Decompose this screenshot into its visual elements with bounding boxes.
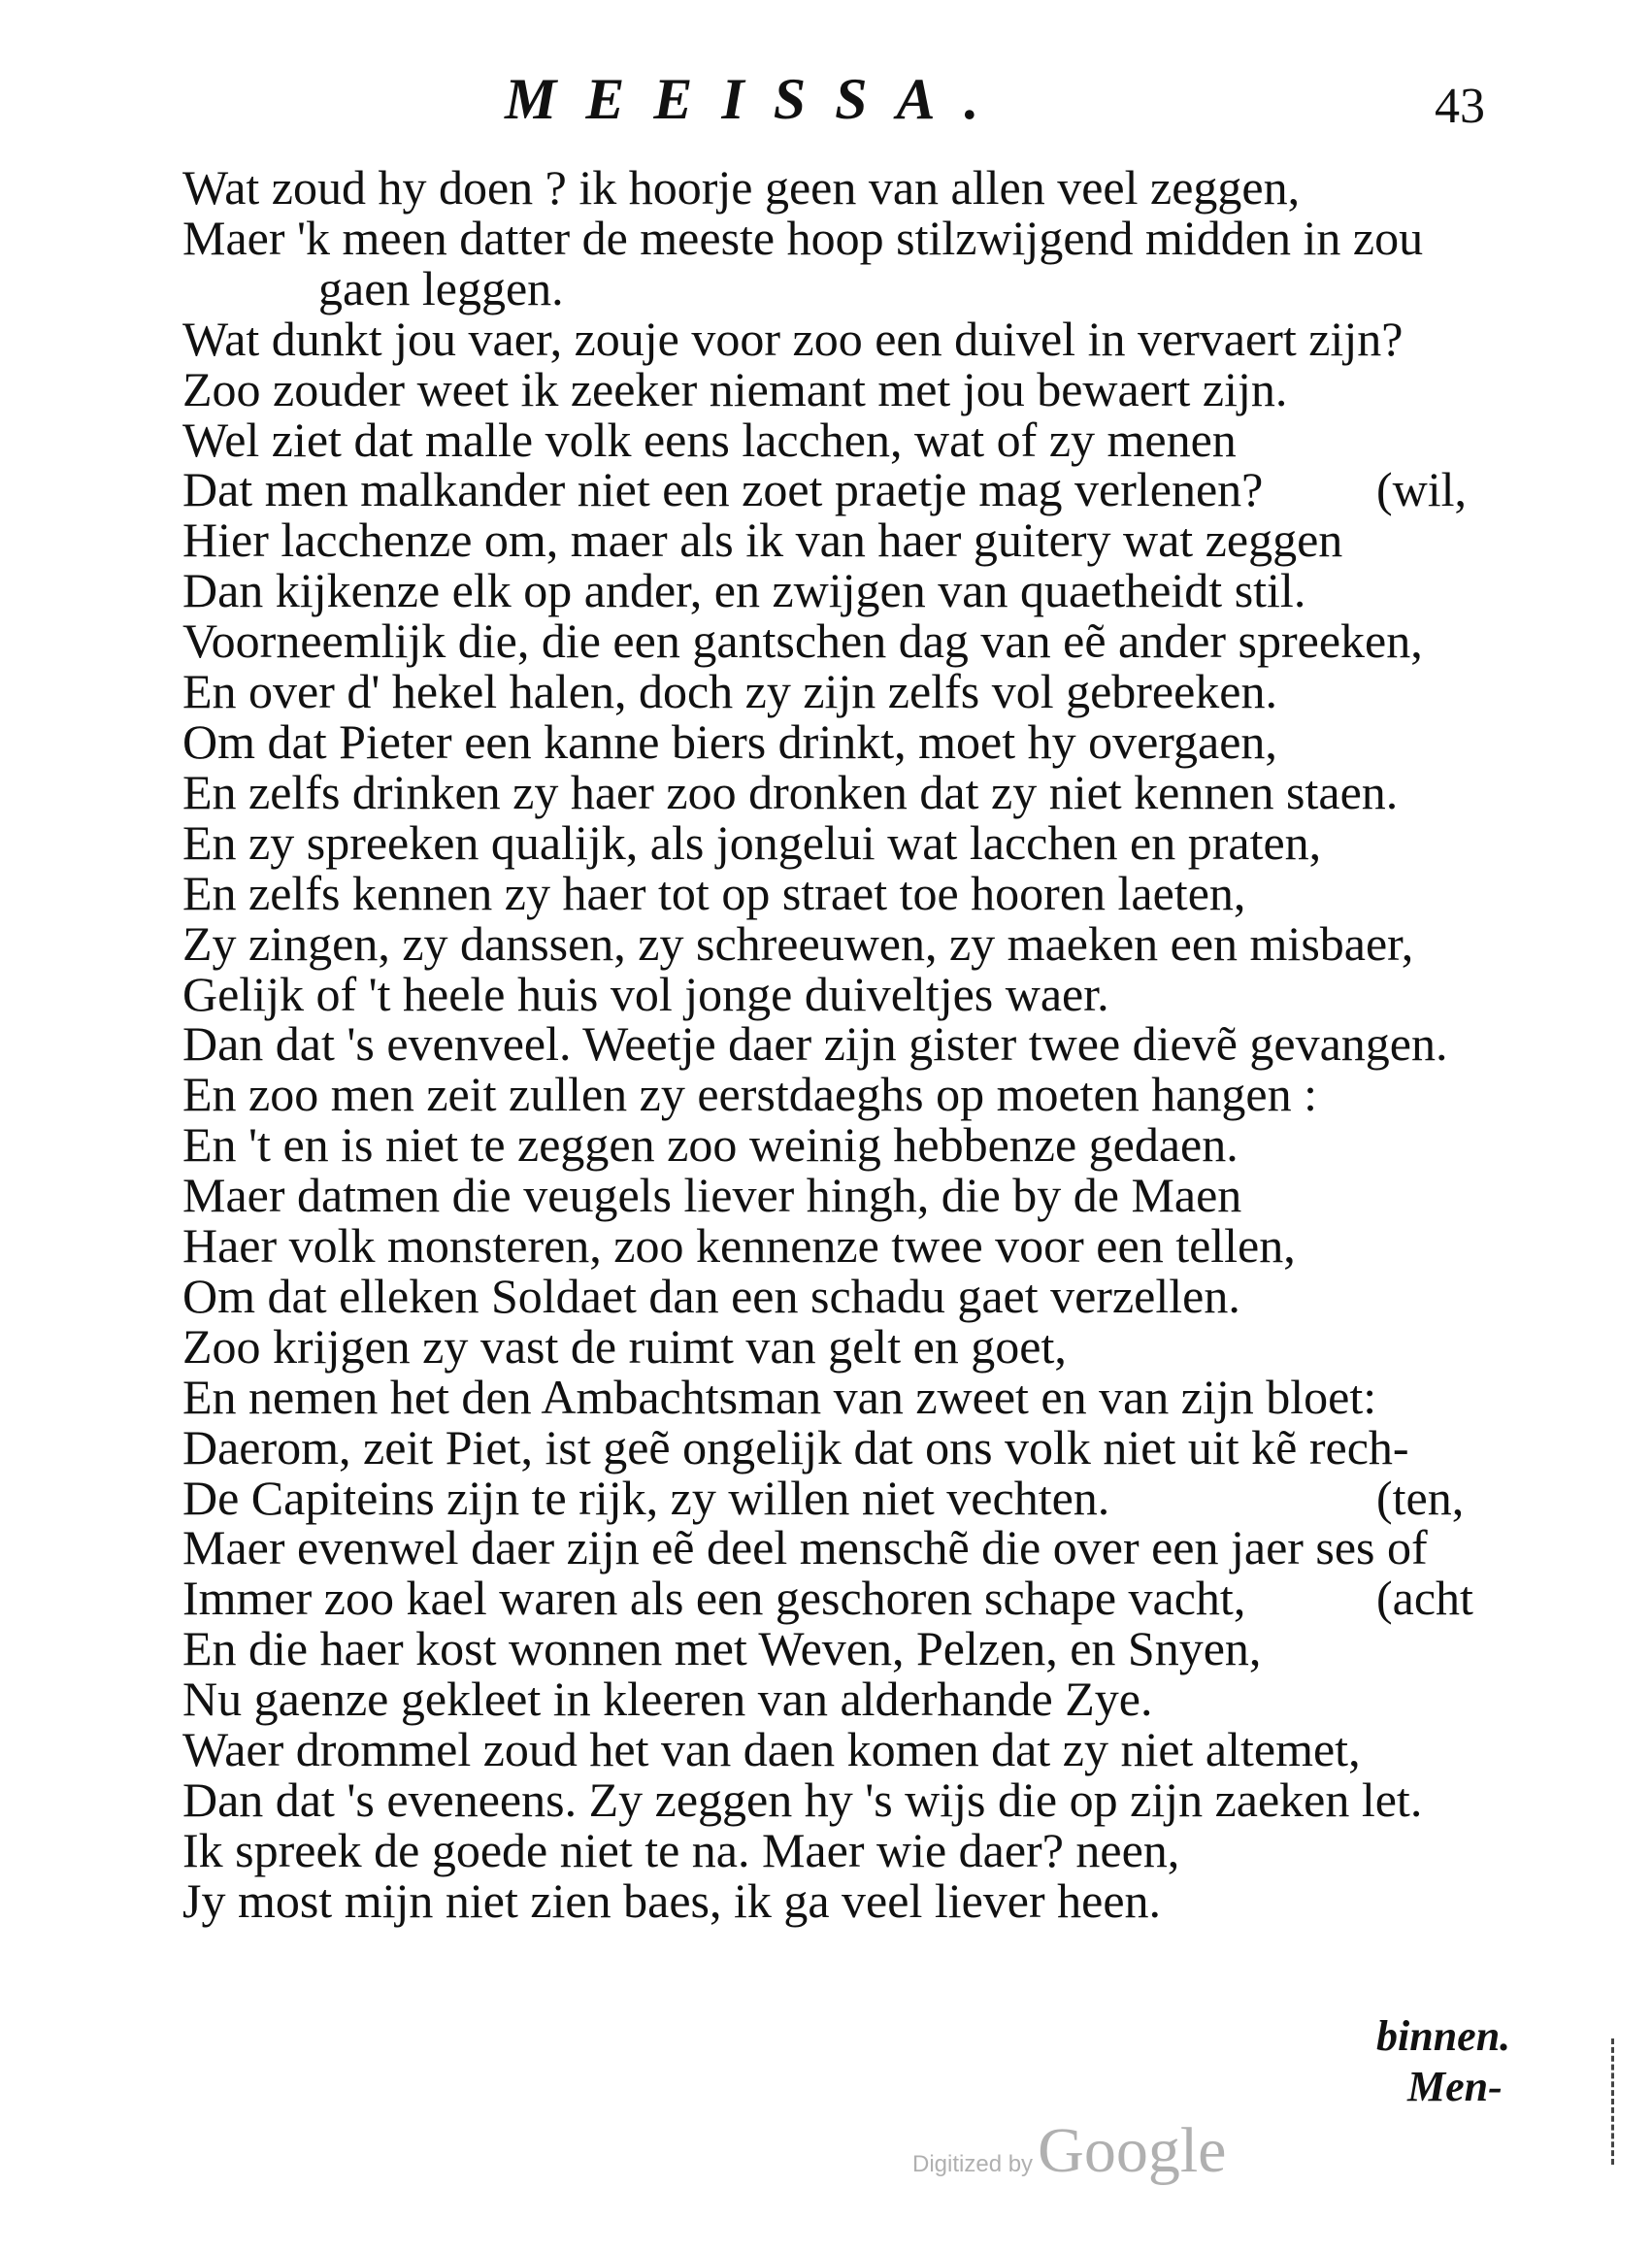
verse-line xyxy=(182,160,1561,215)
verse-line-text: En zy spreeken qualijk, als jongelui wat lacchen en praten, xyxy=(182,814,1322,870)
verse-line xyxy=(182,764,1561,819)
verse-line xyxy=(182,1218,1561,1274)
verse-line xyxy=(182,1722,1561,1777)
verse-line-text: De Capiteins zijn te rijk, zy willen niet vechten. xyxy=(182,1470,1110,1525)
digitization-watermark xyxy=(912,2114,1226,2188)
verse-line-text: Voorneemlijk die, die een gantschen dag van eẽ ander spreeken, xyxy=(182,613,1423,669)
stage-direction: binnen. xyxy=(1376,2012,1511,2060)
verse-line-text: Zoo krijgen zy vast de ruimt van gelt en goet, xyxy=(182,1318,1067,1374)
verse-line xyxy=(182,1872,1561,1928)
verse-line-text: Dan kijkenze elk op ander, en zwijgen van quaetheidt stil. xyxy=(182,563,1306,618)
catchword: Men- xyxy=(1407,2063,1503,2110)
verse-line-text: En zelfs kennen zy haer tot op straet toe hooren laeten, xyxy=(182,865,1246,920)
verse-line xyxy=(182,361,1561,416)
verse-line-text: Maer evenwel daer zijn eẽ deel menschẽ die over een jaer ses of xyxy=(182,1520,1428,1575)
verse-line-text: Zy zingen, zy danssen, zy schreeuwen, zy maeken een misbaer, xyxy=(182,915,1414,971)
verse-line xyxy=(182,1117,1561,1173)
verse-line-text: Haer volk monsteren, zoo kennenze twee voor een tellen, xyxy=(182,1218,1296,1274)
verse-line xyxy=(182,1822,1561,1877)
verse-line xyxy=(182,210,1561,265)
page-number: 43 xyxy=(1435,79,1485,134)
verse-line-text: Dan dat 's eveneens. Zy zeggen hy 's wijs die op zijn zaeken let. xyxy=(182,1773,1423,1827)
watermark-logo-text: Google xyxy=(1038,2115,1227,2186)
verse-line-text: En nemen het den Ambachtsman van zweet en van zijn bloet: xyxy=(182,1369,1377,1424)
verse-line xyxy=(182,1470,1561,1525)
verse-line-text: En zelfs drinken zy haer zoo dronken dat zy niet kennen staen. xyxy=(182,764,1399,819)
verse-line-text: Nu gaenze gekleet in kleeren van alderhande Zye. xyxy=(182,1672,1153,1727)
verse-line xyxy=(182,814,1561,870)
verse-line-text: Ik spreek de goede niet te na. Maer wie daer? neen, xyxy=(182,1822,1180,1877)
verse-text xyxy=(182,160,1561,1928)
verse-line-text: Dan dat 's evenveel. Weetje daer zijn gister twee dievẽ gevangen. xyxy=(182,1016,1448,1072)
verse-line-runover: (wil, xyxy=(1376,462,1468,517)
verse-line xyxy=(182,1318,1561,1374)
running-title: MEEISSA. xyxy=(505,67,1008,131)
verse-line-text: Dat men malkander niet een zoet praetje mag verlenen? xyxy=(182,462,1264,517)
verse-line xyxy=(182,515,1561,566)
verse-line xyxy=(182,1268,1561,1323)
verse-line xyxy=(182,563,1561,618)
verse-line-text: Maer datmen die veugels liever hingh, die by de Maen xyxy=(182,1168,1242,1223)
verse-line-text: Wat zoud hy doen ? ik hoorje geen van allen veel zeggen, xyxy=(182,160,1301,215)
verse-line xyxy=(182,1419,1561,1474)
verse-line-text: Waer drommel zoud het van daen komen dat zy niet altemet, xyxy=(182,1722,1361,1777)
verse-line-text: Zoo zouder weet ik zeeker niemant met jou bewaert zijn. xyxy=(182,361,1288,416)
verse-line-text: Om dat Pieter een kanne biers drinkt, moet hy overgaen, xyxy=(182,713,1277,769)
verse-line-text: Om dat elleken Soldaet dan een schadu gaet verzellen. xyxy=(182,1268,1240,1323)
verse-line-text: En over d' hekel halen, doch zy zijn zelfs vol gebreeken. xyxy=(182,664,1278,719)
verse-line xyxy=(182,260,1561,315)
verse-line xyxy=(182,1571,1561,1626)
verse-line-text: Daerom, zeit Piet, ist geẽ ongelijk dat ons volk niet uit kẽ rech- xyxy=(182,1419,1409,1474)
verse-line xyxy=(182,1520,1561,1575)
verse-line xyxy=(182,713,1561,769)
verse-line xyxy=(182,915,1561,971)
verse-line-text: Immer zoo kael waren als een geschoren schape vacht, xyxy=(182,1571,1246,1626)
verse-line xyxy=(182,613,1561,669)
verse-line-runover: (acht xyxy=(1376,1571,1473,1626)
verse-line xyxy=(182,1621,1561,1676)
verse-line xyxy=(182,1168,1561,1223)
verse-line xyxy=(182,1674,1561,1725)
verse-line xyxy=(182,1067,1561,1122)
verse-line-text: Gelijk of 't heele huis vol jonge duiveltjes waer. xyxy=(182,966,1109,1021)
verse-line xyxy=(182,412,1561,467)
verse-line-text: Wat dunkt jou vaer, zouje voor zoo een duivel in vervaert zijn? xyxy=(182,311,1404,366)
verse-line-text: En zoo men zeit zullen zy eerstdaeghs op moeten hangen : xyxy=(182,1067,1318,1122)
verse-line xyxy=(182,311,1561,366)
verse-line xyxy=(182,462,1561,517)
verse-line-runover: (ten, xyxy=(1376,1470,1465,1525)
verse-line xyxy=(182,865,1561,920)
page-edge-mark xyxy=(1611,2038,1618,2165)
verse-line xyxy=(182,966,1561,1021)
verse-line-text: Wel ziet dat malle volk eens lacchen, wat of zy menen xyxy=(182,412,1237,467)
verse-line-text: En 't en is niet te zeggen zoo weinig hebbenze gedaen. xyxy=(182,1117,1239,1173)
verse-line-text: Jy most mijn niet zien baes, ik ga veel liever heen. xyxy=(182,1872,1162,1928)
verse-line xyxy=(182,1775,1561,1826)
verse-line xyxy=(182,1016,1561,1072)
watermark-small-text: Digitized by xyxy=(912,2151,1034,2177)
verse-line-text: Maer 'k meen datter de meeste hoop stilzwijgend midden in zou xyxy=(182,210,1424,265)
verse-line-text: Hier lacchenze om, maer als ik van haer guitery wat zeggen xyxy=(182,513,1343,568)
verse-line-text: gaen leggen. xyxy=(318,260,564,315)
verse-line xyxy=(182,664,1561,719)
verse-line xyxy=(182,1369,1561,1424)
verse-line-text: En die haer kost wonnen met Weven, Pelzen, en Snyen, xyxy=(182,1621,1262,1676)
